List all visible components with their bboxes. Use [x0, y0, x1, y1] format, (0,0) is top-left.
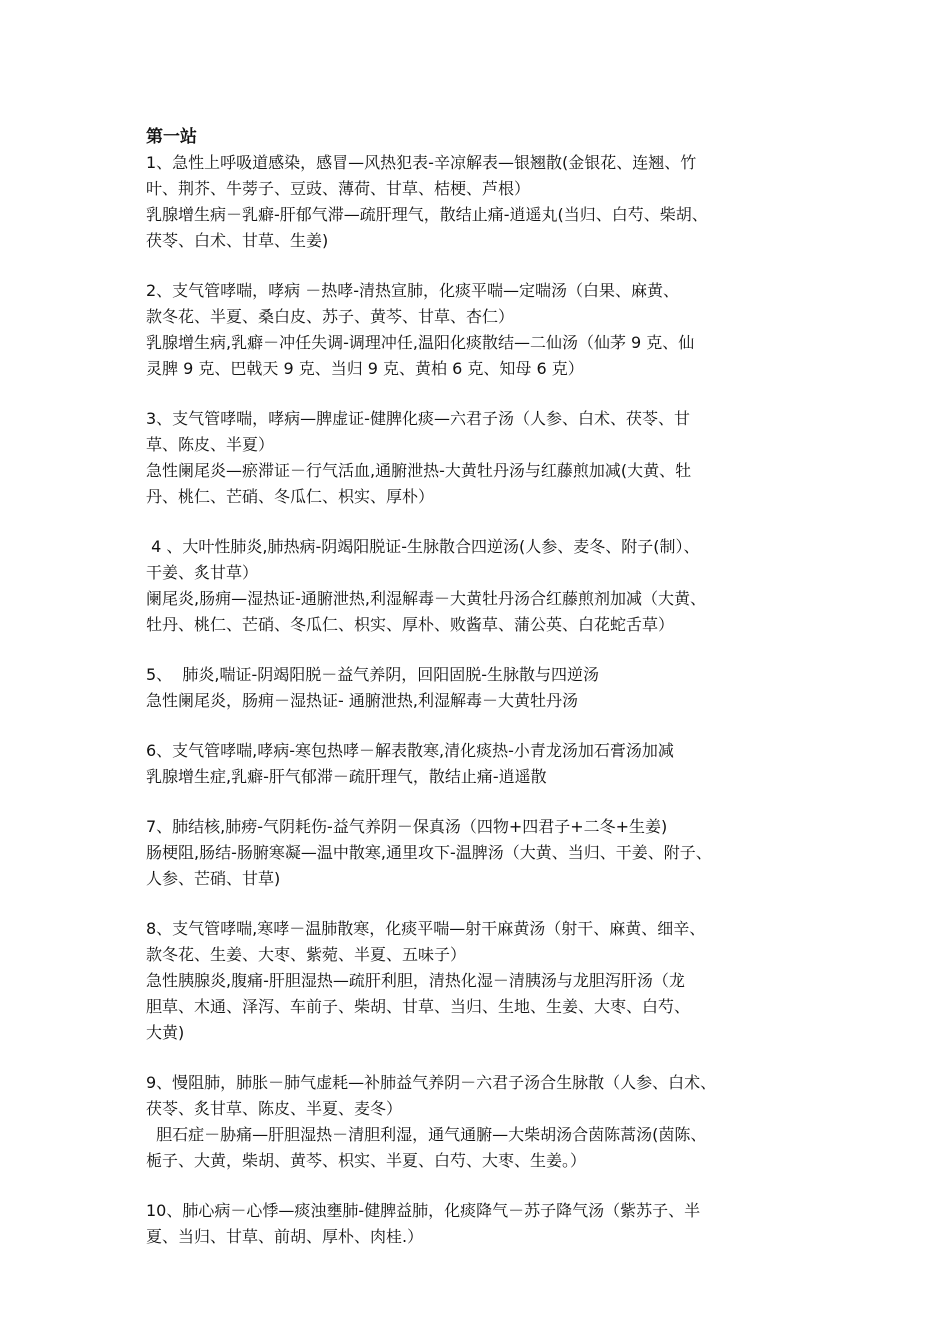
text-line: 乳腺增生病－乳癖-肝郁气滞—疏肝理气，散结止痛-逍遥丸(当归、白芍、柴胡、: [146, 205, 708, 224]
paragraph-gap: [146, 638, 818, 662]
text-line: 10、肺心病－心悸—痰浊壅肺-健脾益肺，化痰降气－苏子降气汤（紫苏子、半: [146, 1201, 701, 1220]
text-line: 急性阑尾炎，肠痈－湿热证- 通腑泄热,利湿解毒－大黄牡丹汤: [146, 691, 578, 710]
text-line: 叶、荆芥、牛蒡子、豆豉、薄荷、甘草、桔梗、芦根）: [146, 179, 531, 198]
paragraph-gap: [146, 790, 818, 814]
text-line: 草、陈皮、半夏）: [146, 435, 275, 454]
text-line: 8、支气管哮喘,寒哮－温肺散寒，化痰平喘—射干麻黄汤（射干、麻黄、细辛、: [146, 919, 706, 938]
paragraph-gap: [146, 714, 818, 738]
text-line: 胆草、木通、泽泻、车前子、柴胡、甘草、当归、生地、生姜、大枣、白芍、: [146, 997, 691, 1016]
text-line: 5、 肺炎,喘证-阴竭阳脱－益气养阴，回阳固脱-生脉散与四逆汤: [146, 665, 599, 684]
text-line: 款冬花、半夏、桑白皮、苏子、黄芩、甘草、杏仁）: [146, 307, 515, 326]
text-line: 6、支气管哮喘,哮病-寒包热哮－解表散寒,清化痰热-小青龙汤加石膏汤加减: [146, 741, 674, 760]
text-line: 款冬花、生姜、大枣、紫菀、半夏、五味子）: [146, 945, 467, 964]
text-line: 胆石症－胁痛—肝胆湿热－清胆利湿，通气通腑—大柴胡汤合茵陈蒿汤(茵陈、: [146, 1125, 707, 1144]
document-page: [146, 124, 818, 1250]
text-line: 丹、桃仁、芒硝、冬瓜仁、枳实、厚朴）: [146, 487, 435, 506]
paragraph-gap: [146, 254, 818, 278]
text-line: 乳腺增生病,乳癖－冲任失调-调理冲任,温阳化痰散结—二仙汤（仙茅 9 克、仙: [146, 333, 695, 352]
text-line: 肠梗阻,肠结-肠腑寒凝—温中散寒,通里攻下-温脾汤（大黄、当归、干姜、附子、: [146, 843, 712, 862]
text-line: 茯苓、炙甘草、陈皮、半夏、麦冬）: [146, 1099, 403, 1118]
text-line: 大黄): [146, 1023, 185, 1042]
paragraph-gap: [146, 1046, 818, 1070]
text-line: 夏、当归、甘草、前胡、厚朴、肉桂.）: [146, 1227, 424, 1246]
section-heading: 第一站: [146, 127, 197, 147]
paragraph-gap: [146, 1174, 818, 1198]
text-line: 9、慢阻肺，肺胀－肺气虚耗—补肺益气养阴－六君子汤合生脉散（人参、白术、: [146, 1073, 717, 1092]
text-line: 急性胰腺炎,腹痛-肝胆湿热—疏肝利胆，清热化湿－清胰汤与龙胆泻肝汤（龙: [146, 971, 685, 990]
text-line: 栀子、大黄，柴胡、黄芩、枳实、半夏、白芍、大枣、生姜。）: [146, 1151, 587, 1170]
text-line: 7、肺结核,肺痨-气阴耗伤-益气养阴－保真汤（四物+四君子+二冬+生姜): [146, 817, 668, 836]
text-line: 3、支气管哮喘，哮病—脾虚证-健脾化痰—六君子汤（人参、白术、茯苓、甘: [146, 409, 690, 428]
text-line: 急性阑尾炎—瘀滞证－行气活血,通腑泄热-大黄牡丹汤与红藤煎加减(大黄、牡: [146, 461, 692, 480]
text-line: 人参、芒硝、甘草): [146, 869, 281, 888]
paragraph-gap: [146, 892, 818, 916]
text-line: 干姜、炙甘草）: [146, 563, 259, 582]
text-line: 牡丹、桃仁、芒硝、冬瓜仁、枳实、厚朴、败酱草、蒲公英、白花蛇舌草）: [146, 615, 675, 634]
text-line: 茯苓、白术、甘草、生姜): [146, 231, 329, 250]
text-line: 乳腺增生症,乳癖-肝气郁滞－疏肝理气，散结止痛-逍遥散: [146, 767, 547, 786]
paragraph-gap: [146, 382, 818, 406]
text-line: 灵脾 9 克、巴戟天 9 克、当归 9 克、黄柏 6 克、知母 6 克）: [146, 359, 584, 378]
text-line: 阑尾炎,肠痈—湿热证-通腑泄热,利湿解毒－大黄牡丹汤合红藤煎剂加减（大黄、: [146, 589, 706, 608]
text-line: 1、急性上呼吸道感染，感冒—风热犯表-辛凉解表—银翘散(金银花、连翘、竹: [146, 153, 697, 172]
text-line: 2、支气管哮喘，哮病 －热哮-清热宣肺，化痰平喘—定喘汤（白果、麻黄、: [146, 281, 680, 300]
paragraph-gap: [146, 510, 818, 534]
document-body: [146, 150, 818, 1250]
text-line: 4 、大叶性肺炎,肺热病-阴竭阳脱证-生脉散合四逆汤(人参、麦冬、附子(制）、: [146, 537, 700, 556]
